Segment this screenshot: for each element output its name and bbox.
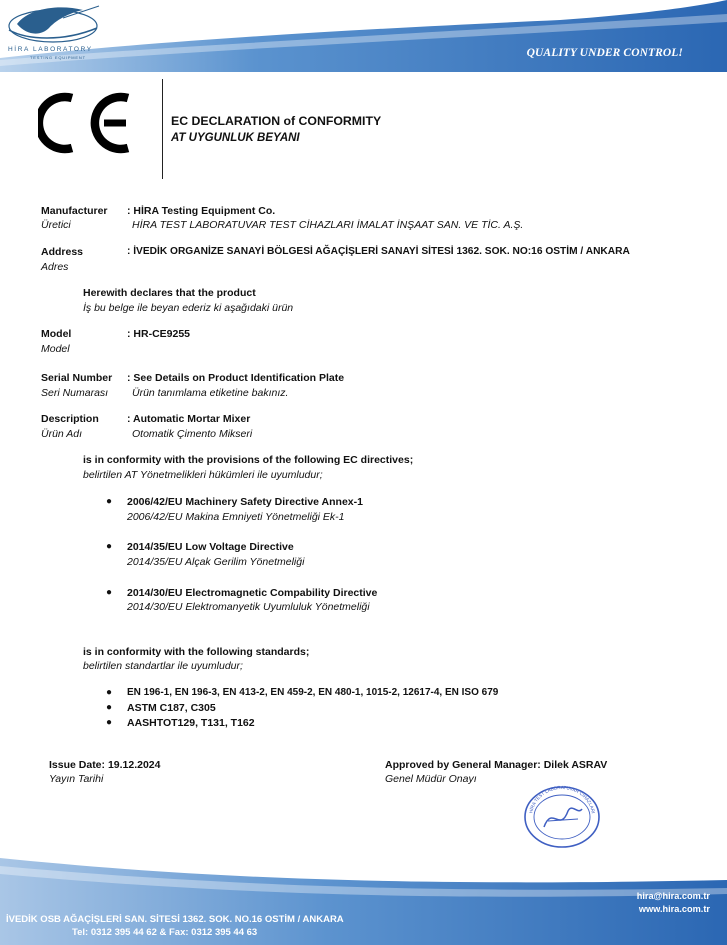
bullet-icon: ●: [106, 496, 113, 507]
title-divider: [162, 79, 163, 179]
serial-value-tr: Ürün tanımlama etiketine bakınız.: [132, 387, 289, 399]
directive-item-tr: 2014/30/EU Elektromanyetik Uyumluluk Yönetmeliği: [127, 601, 370, 613]
directive-item-tr: 2014/35/EU Alçak Gerilim Yönetmeliği: [127, 556, 305, 568]
logo-subtitle: TESTING EQUIPMENT: [30, 55, 86, 60]
approval-label-tr: Genel Müdür Onayı: [385, 773, 477, 785]
description-label-tr: Ürün Adı: [41, 428, 83, 440]
address-value: : İVEDİK ORGANİZE SANAYİ BÖLGESİ AĞAÇİŞLERİ SANAYİ SİTESİ 1362. SOK. NO:16 OSTİM / ANKARA: [127, 246, 630, 257]
description-value: : Automatic Mortar Mixer: [127, 413, 251, 425]
manufacturer-value-tr: HİRA TEST LABORATUVAR TEST CİHAZLARI İMALAT İNŞAAT SAN. VE TİC. A.Ş.: [132, 219, 524, 231]
standards-intro-tr: belirtilen standartlar ile uyumludur;: [83, 660, 243, 672]
standard-item: AASHTOT129, T131, T162: [127, 717, 255, 729]
serial-value: : See Details on Product Identification Plate: [127, 372, 345, 384]
issue-date: Issue Date: 19.12.2024: [49, 759, 161, 771]
directive-item-tr: 2006/42/EU Makina Emniyeti Yönetmeliği Ek-1: [127, 511, 345, 523]
ce-mark-icon: [38, 92, 134, 154]
address-label-tr: Adres: [41, 261, 69, 273]
bullet-icon: ●: [106, 587, 113, 598]
declaration-title-tr: AT UYGUNLUK BEYANI: [171, 132, 300, 144]
model-value: : HR-CE9255: [127, 328, 191, 340]
description-label: Description: [41, 413, 99, 425]
approval-stamp-icon: [522, 785, 602, 849]
directive-item: 2006/42/EU Machinery Safety Directive Annex-1: [127, 496, 363, 508]
brand-tagline: QUALITY UNDER CONTROL!: [526, 47, 683, 59]
bullet-icon: ●: [106, 687, 113, 698]
declares-text: Herewith declares that the product: [83, 287, 256, 299]
directives-intro-tr: belirtilen AT Yönetmelikleri hükümleri ile uyumludur;: [83, 469, 323, 481]
footer-website-link[interactable]: www.hira.com.tr: [638, 904, 710, 914]
standard-item: ASTM C187, C305: [127, 702, 216, 714]
manufacturer-label-tr: Üretici: [41, 219, 71, 231]
model-label-tr: Model: [41, 343, 70, 355]
logo-name: HİRA LABORATORY: [8, 46, 93, 53]
footer-phone-fax: Tel: 0312 395 44 62 & Fax: 0312 395 44 63: [72, 927, 258, 938]
bullet-icon: ●: [106, 541, 113, 552]
footer-email-link[interactable]: hira@hira.com.tr: [636, 891, 710, 901]
directive-item: 2014/35/EU Low Voltage Directive: [127, 541, 294, 553]
description-value-tr: Otomatik Çimento Mikseri: [132, 428, 253, 440]
declares-text-tr: İş bu belge ile beyan ederiz ki aşağıdaki ürün: [83, 302, 294, 314]
footer-address: İVEDİK OSB AĞAÇİŞLERİ SAN. SİTESİ 1362. SOK. NO.16 OSTİM / ANKARA: [6, 914, 344, 925]
address-label: Address: [41, 246, 84, 258]
standard-item: EN 196-1, EN 196-3, EN 413-2, EN 459-2, EN 480-1, 1015-2, 12617-4, EN ISO 679: [127, 687, 499, 698]
declaration-title: EC DECLARATION of CONFORMITY: [171, 114, 382, 128]
serial-label: Serial Number: [41, 372, 113, 384]
bullet-icon: ●: [106, 717, 113, 728]
serial-label-tr: Seri Numarası: [41, 387, 109, 399]
approval-label: Approved by General Manager: Dilek ASRAV: [385, 759, 608, 771]
model-label: Model: [41, 328, 72, 340]
directives-intro: is in conformity with the provisions of the following EC directives;: [83, 454, 414, 466]
manufacturer-label: Manufacturer: [41, 205, 108, 217]
manufacturer-value: : HİRA Testing Equipment Co.: [127, 205, 276, 217]
bullet-icon: ●: [106, 702, 113, 713]
issue-date-label-tr: Yayın Tarihi: [49, 773, 104, 785]
directive-item: 2014/30/EU Electromagnetic Compability Directive: [127, 587, 378, 599]
standards-intro: is in conformity with the following standards;: [83, 646, 310, 658]
svg-text:HİRA TEST LABORATUVAR CİHAZLAR: HİRA TEST LABORATUVAR CİHAZLARI: [528, 785, 596, 814]
